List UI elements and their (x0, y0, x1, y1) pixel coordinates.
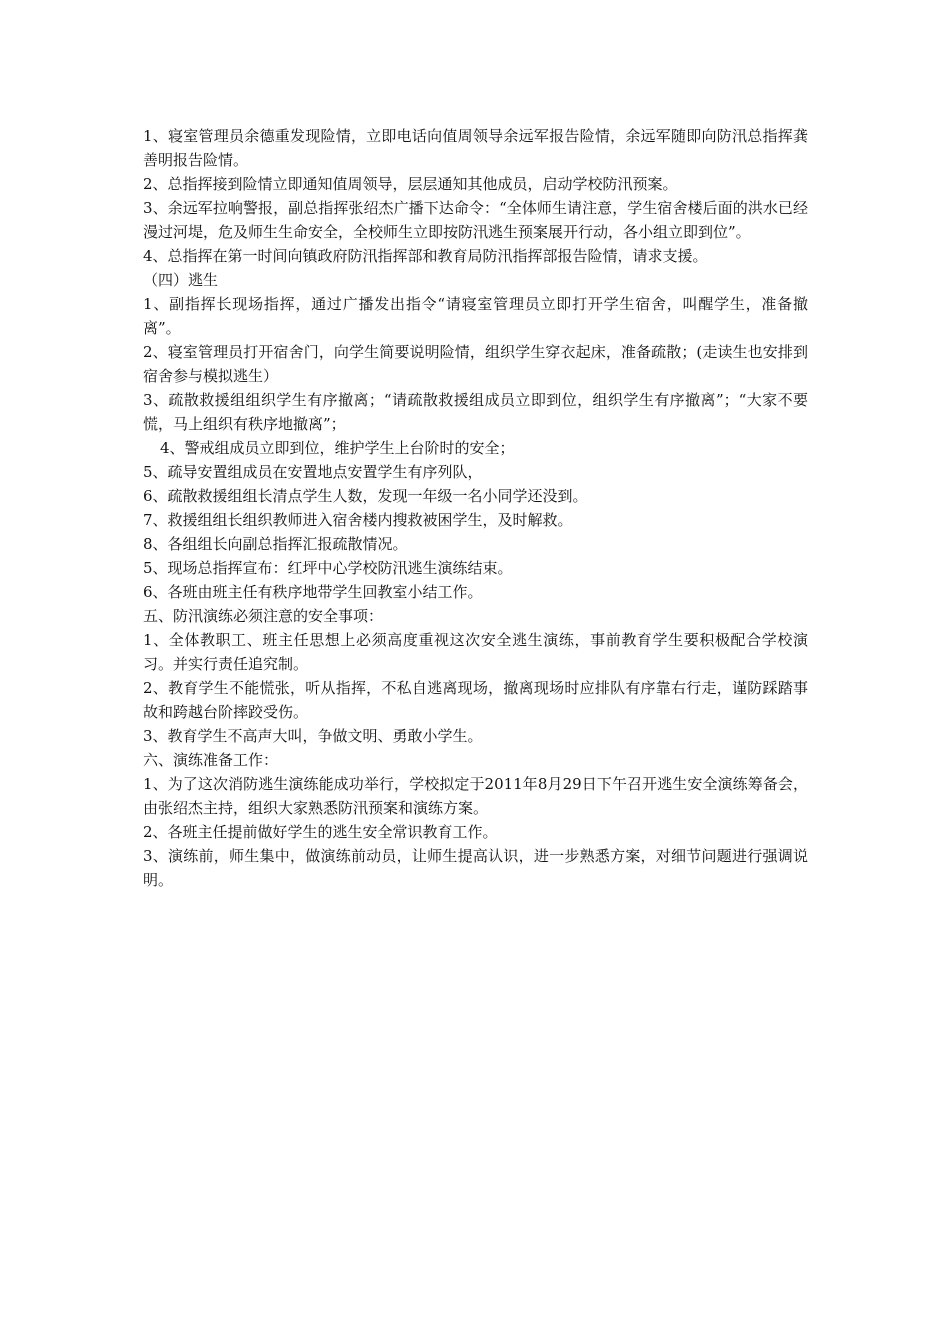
section-heading-escape: （四）逃生 (143, 271, 219, 289)
paragraph-guard-team: 4、警戒组成员立即到位，维护学生上台阶时的安全； (160, 439, 515, 457)
paragraph-search-rescue: 7、救援组组长组织教师进入宿舍楼内搜救被困学生，及时解救。 (143, 511, 573, 529)
paragraph-line-up: 5、疏导安置组成员在安置地点安置学生有序列队， (143, 463, 483, 481)
section-heading-safety-notes: 五、防汛演练必须注意的安全事项： (143, 607, 384, 625)
paragraph-headcount: 6、疏散救援组组长清点学生人数，发现一年级一名小同学还没到。 (143, 487, 588, 505)
paragraph-safety-1: 1、全体教职工、班主任思想上必须高度重视这次安全逃生演练，事前教育学生要积极配合学校演习。并实行责任追究制。 (143, 631, 808, 673)
paragraph-notify-leaders: 2、总指挥接到险情立即通知值周领导，层层通知其他成员，启动学校防汛预案。 (143, 175, 678, 193)
paragraph-safety-3: 3、教育学生不高声大叫，争做文明、勇敢小学生。 (143, 727, 483, 745)
paragraph-prep-2: 2、各班主任提前做好学生的逃生安全常识教育工作。 (143, 823, 498, 841)
paragraph-prep-1: 1、为了这次消防逃生演练能成功举行，学校拟定于2011年8月29日下午召开逃生安全演练筹备会，由张绍杰主持，组织大家熟悉防汛预案和演练方案。 (143, 775, 808, 817)
paragraph-return-classroom: 6、各班由班主任有秩序地带学生回教室小结工作。 (143, 583, 483, 601)
paragraph-open-dorm: 2、寝室管理员打开宿舍门，向学生简要说明险情，组织学生穿衣起床，准备疏散；(走读生也安排到宿舍参与模拟逃生） (143, 343, 808, 385)
paragraph-broadcast-order: 1、副指挥长现场指挥，通过广播发出指令“请寝室管理员立即打开学生宿舍，叫醒学生，准备撤离”。 (143, 295, 808, 337)
section-heading-preparation: 六、演练准备工作： (143, 751, 279, 769)
paragraph-safety-2: 2、教育学生不能慌张，听从指挥，不私自逃离现场，撤离现场时应排队有序靠右行走，谨防踩踏事故和跨越台阶摔跤受伤。 (143, 679, 808, 721)
paragraph-drill-end: 5、现场总指挥宣布：红坪中心学校防汛逃生演练结束。 (143, 559, 513, 577)
paragraph-prep-3: 3、演练前，师生集中，做演练前动员，让师生提高认识，进一步熟悉方案，对细节问题进行强调说明。 (143, 847, 808, 889)
paragraph-report-status: 8、各组组长向副总指挥汇报疏散情况。 (143, 535, 408, 553)
paragraph-evacuate-orderly: 3、疏散救援组组织学生有序撤离；“请疏散救援组成员立即到位，组织学生有序撤离”；“大家不要慌，马上组织有秩序地撤离”； (143, 391, 808, 433)
paragraph-report-danger: 1、寝室管理员余德重发现险情，立即电话向值周领导余远军报告险情，余远军随即向防汛总指挥龚善明报告险情。 (143, 127, 808, 169)
document-body (143, 124, 808, 892)
paragraph-sound-alarm: 3、余远军拉响警报，副总指挥张绍杰广播下达命令：“全体师生请注意，学生宿舍楼后面的洪水已经漫过河堤，危及师生生命安全，全校师生立即按防汛逃生预案展开行动，各小组立即到位”。 (143, 199, 808, 241)
paragraph-request-support: 4、总指挥在第一时间向镇政府防汛指挥部和教育局防汛指挥部报告险情，请求支援。 (143, 247, 708, 265)
